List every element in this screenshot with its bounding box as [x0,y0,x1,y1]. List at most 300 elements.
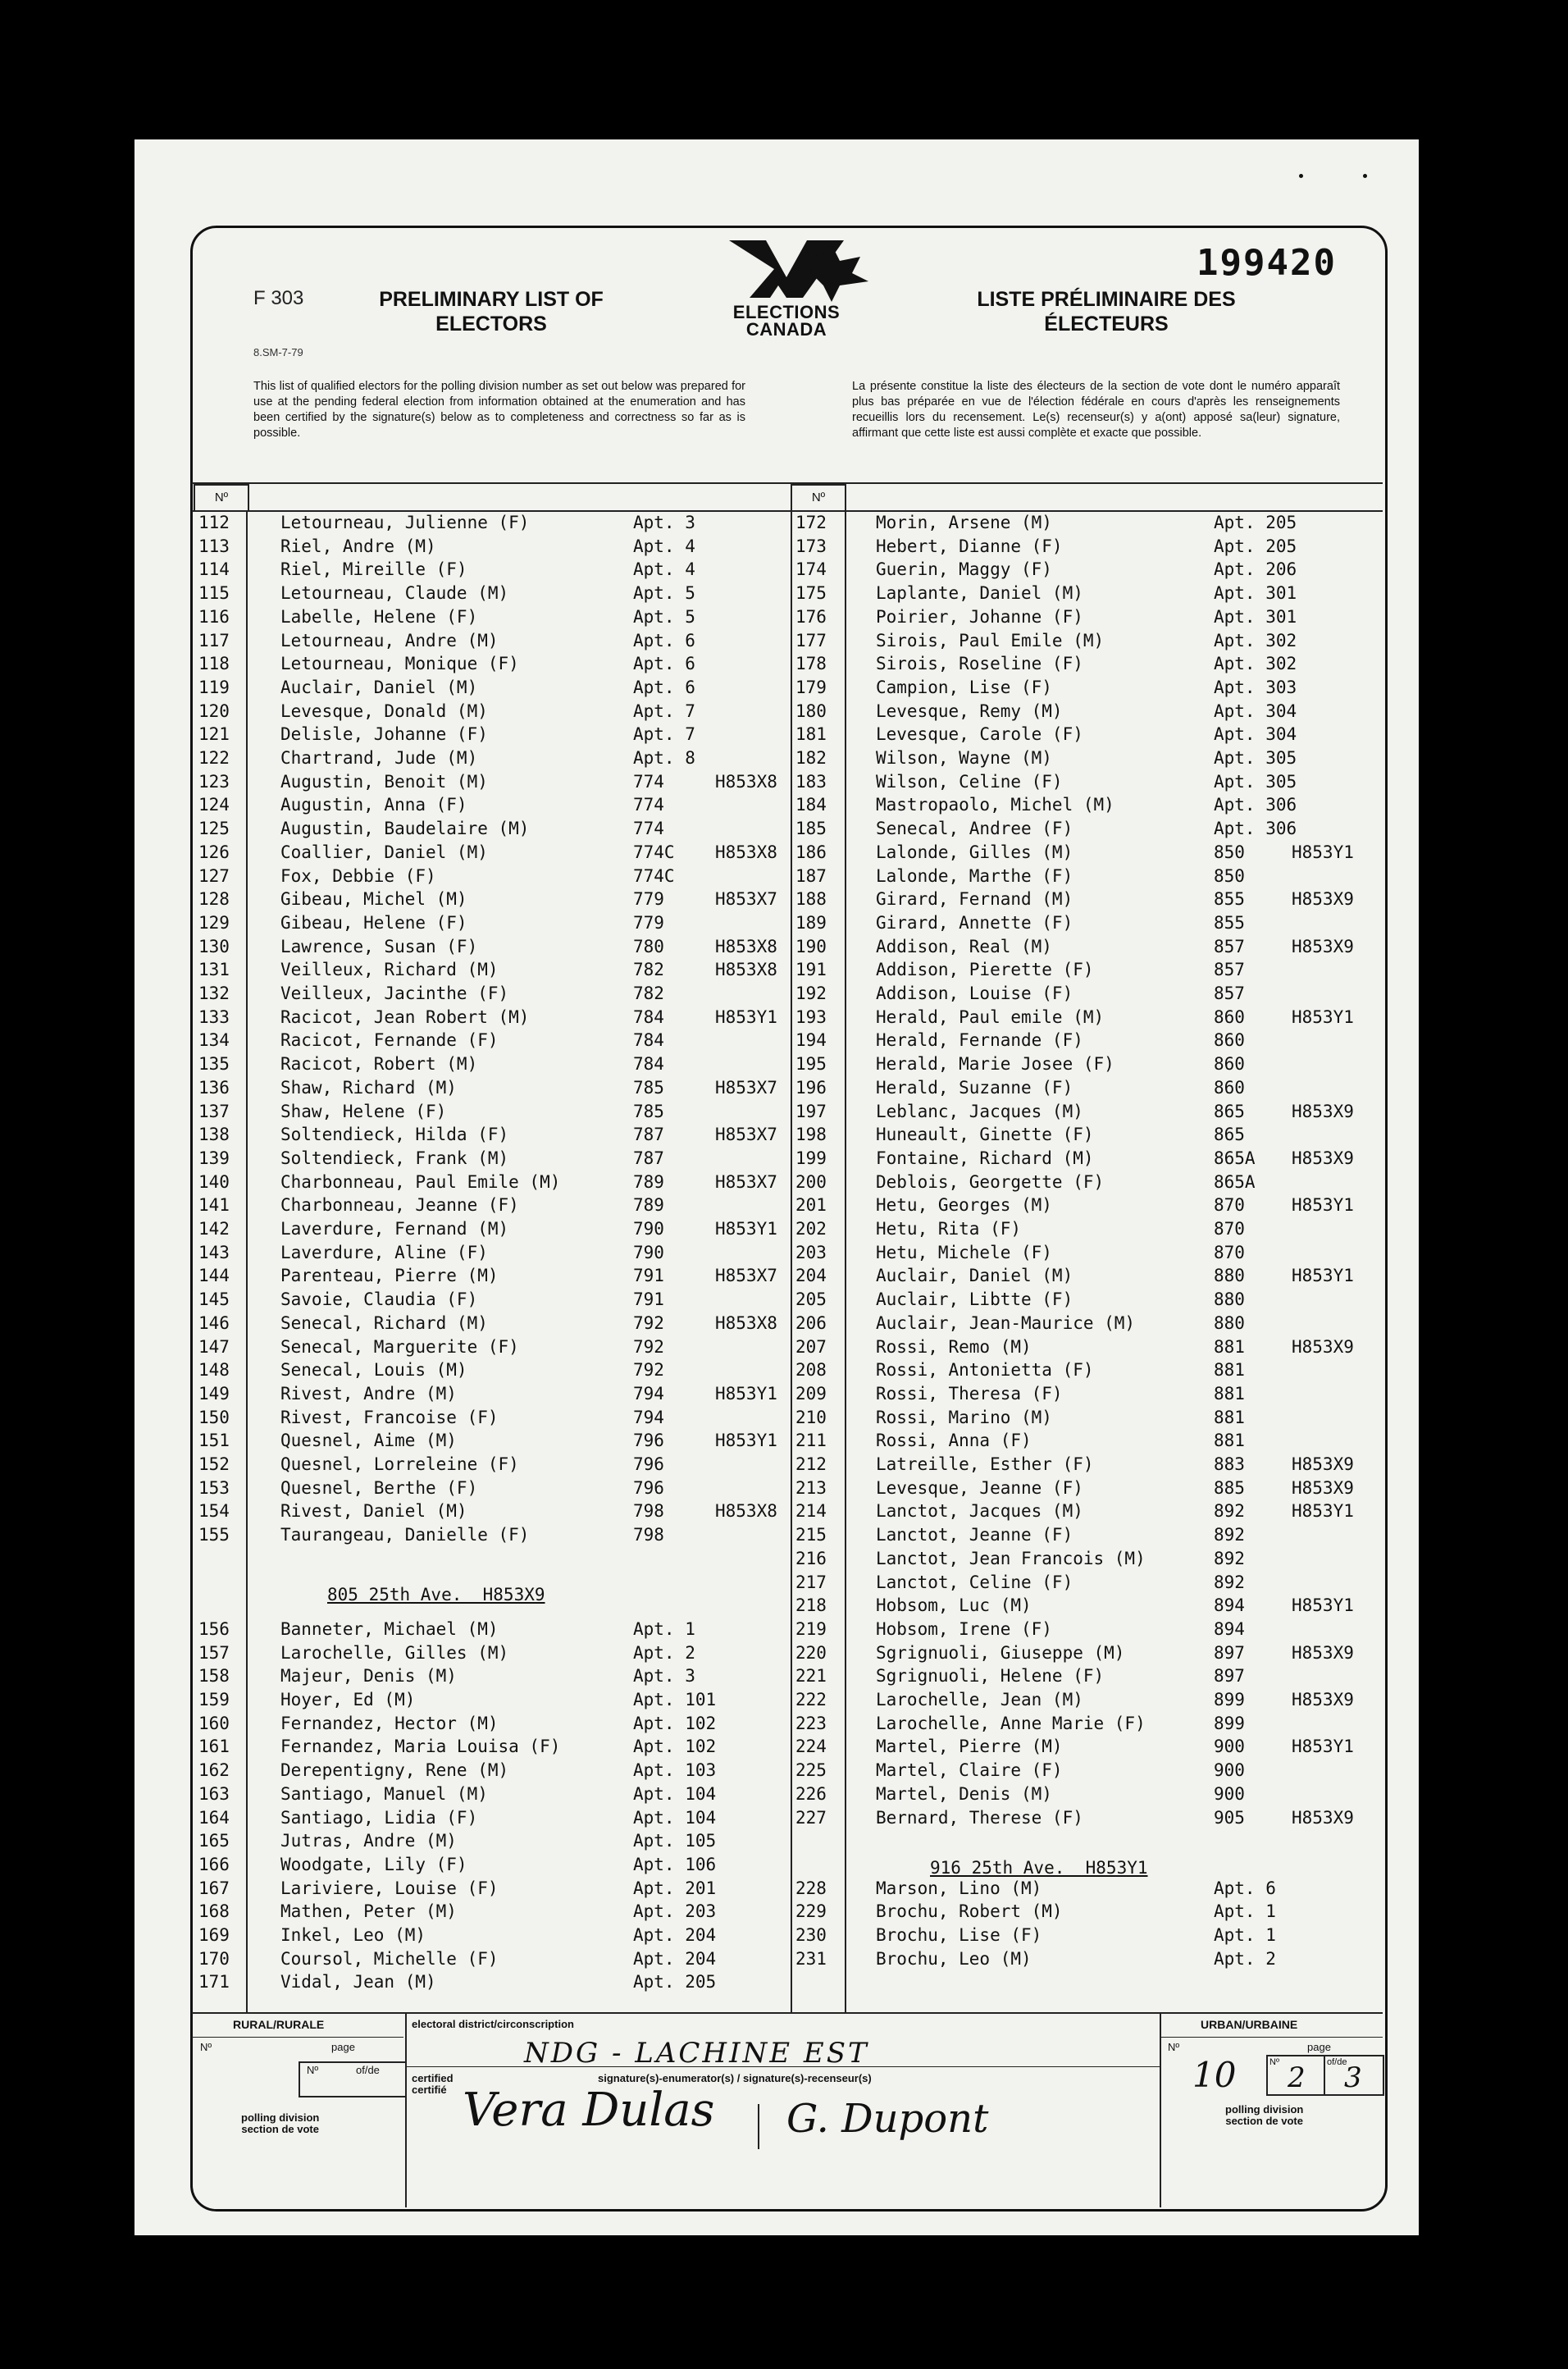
elector-address: 855 [1214,889,1245,910]
elector-name: Sirois, Roseline (F) [876,654,1083,674]
elector-address: 865A [1214,1171,1256,1192]
elector-number: 169 [198,1925,230,1945]
elector-postal-code: H853X7 [715,1171,777,1192]
elector-number: 145 [198,1289,230,1310]
elector-address: 789 [633,1171,664,1192]
elector-number: 212 [795,1454,827,1474]
elector-address: 779 [633,912,664,933]
elector-number: 217 [795,1572,827,1592]
elector-name: Senecal, Andree (F) [876,819,1073,839]
elector-name: Hetu, Michele (F) [876,1242,1052,1262]
elector-postal-code: H853Y1 [1292,1266,1354,1286]
elector-address: Apt. 302 [1214,630,1297,650]
elector-number: 190 [795,936,827,956]
elector-number: 150 [198,1407,230,1427]
elector-number: 139 [198,1148,230,1168]
elector-address: 784 [633,1054,664,1075]
left-no-divider [246,510,248,2012]
elector-number: 227 [795,1807,827,1828]
left-no-header: Nº [194,484,249,512]
elector-name: Racicot, Fernande (F) [280,1030,499,1051]
elector-name: Larochelle, Anne Marie (F) [876,1713,1146,1733]
elector-name: Hebert, Dianne (F) [876,536,1063,556]
elector-number: 121 [198,724,230,745]
elector-number: 187 [795,865,827,886]
elector-postal-code: H853X9 [1292,1642,1354,1663]
elector-number: 146 [198,1312,230,1333]
elector-number: 182 [795,748,827,768]
elector-address: Apt. 204 [633,1948,717,1969]
elector-name: Addison, Pierette (F) [876,960,1094,980]
elector-name: Auclair, Daniel (M) [280,677,478,697]
elector-address: Apt. 301 [1214,583,1297,604]
elector-address: 774 [633,819,664,839]
elector-name: Riel, Mireille (F) [280,559,467,580]
elector-name: Rivest, Daniel (M) [280,1501,467,1522]
speck [1299,174,1303,178]
elector-number: 192 [795,984,827,1003]
elector-number: 131 [198,960,230,980]
elector-number: 199 [795,1148,827,1168]
elector-name: Augustin, Anna (F) [280,795,467,815]
elector-name: Herald, Marie Josee (F) [876,1054,1114,1075]
elector-number: 165 [198,1831,230,1851]
elector-address: 785 [633,1077,664,1098]
elector-name: Morin, Arsene (M) [876,513,1052,532]
elector-name: Hetu, Georges (M) [876,1195,1052,1216]
elector-name: Larochelle, Jean (M) [876,1690,1083,1709]
elector-number: 143 [198,1242,230,1262]
elector-number: 201 [795,1195,827,1216]
elector-name: Inkel, Leo (M) [280,1925,426,1945]
elector-address: 892 [1214,1572,1245,1592]
elector-name: Charbonneau, Jeanne (F) [280,1195,519,1216]
elector-number: 116 [198,606,230,627]
elector-name: Augustin, Baudelaire (M) [280,819,530,839]
elector-number: 200 [795,1171,827,1192]
elector-name: Brochu, Lise (F) [876,1925,1042,1945]
elector-number: 222 [795,1690,827,1709]
signature-separator [758,2104,759,2149]
rural-page-no-label: Nº [307,2064,319,2076]
elector-number: 149 [198,1383,230,1404]
elector-name: Sgrignuoli, Giuseppe (M) [876,1642,1125,1663]
elector-number: 205 [795,1289,827,1310]
elector-number: 179 [795,677,827,697]
elector-address: Apt. 304 [1214,724,1297,745]
title-fr-line1: LISTE PRÉLIMINAIRE DES [977,288,1236,311]
elector-address: 787 [633,1125,664,1145]
elector-number: 119 [198,677,230,697]
elector-postal-code: H853Y1 [715,1219,777,1239]
elector-address: Apt. 305 [1214,771,1297,792]
column-divider [791,482,792,2012]
elector-number: 176 [795,606,827,627]
elector-name: Rossi, Remo (M) [876,1336,1032,1357]
elector-name: Wilson, Wayne (M) [876,748,1052,768]
elector-address: Apt. 305 [1214,748,1297,768]
elector-postal-code: H853X9 [1292,1101,1354,1121]
serial-number: 199420 [1197,242,1337,284]
elector-address: 794 [633,1383,664,1404]
elector-address: 880 [1214,1312,1245,1333]
elector-postal-code: H853X8 [715,842,777,862]
elector-number: 136 [198,1077,230,1098]
elector-address: 860 [1214,1077,1245,1098]
elector-name: Martel, Denis (M) [876,1783,1052,1804]
elector-name: Augustin, Benoit (M) [280,771,488,792]
page-total: 3 [1344,2061,1362,2094]
district-label: electoral district/circonscription [412,2018,574,2030]
elector-address: Apt. 2 [1214,1948,1276,1969]
elector-name: Racicot, Robert (M) [280,1054,478,1075]
urban-page-no-label: Nº [1269,2057,1279,2067]
elector-name: Chartrand, Jude (M) [280,748,478,768]
elector-address: Apt. 5 [633,583,695,604]
title-en-line1: PRELIMINARY LIST OF [379,288,604,311]
elector-name: Senecal, Louis (M) [280,1360,467,1381]
elector-name: Addison, Louise (F) [876,984,1073,1003]
elector-number: 210 [795,1407,827,1427]
elector-name: Levesque, Remy (M) [876,701,1063,721]
footer-section [192,2012,1383,2207]
elector-number: 148 [198,1360,230,1381]
elector-address: 789 [633,1195,664,1216]
elector-number: 193 [795,1006,827,1027]
elector-address: 894 [1214,1618,1245,1639]
elector-name: Fontaine, Richard (M) [876,1148,1094,1168]
form-number: F 303 [253,287,304,309]
elector-address: 900 [1214,1783,1245,1804]
elector-number: 172 [795,513,827,532]
elector-number: 113 [198,536,230,556]
right-no-header: Nº [791,484,846,512]
elector-address: Apt. 8 [633,748,695,768]
elector-address: 796 [633,1477,664,1498]
document-page [134,139,1419,2235]
elector-address: Apt. 103 [633,1760,717,1781]
elector-address: 881 [1214,1431,1245,1451]
title-english [356,287,627,336]
elector-address: 784 [633,1030,664,1051]
elector-postal-code: H853X9 [1292,1148,1354,1168]
elector-address: 883 [1214,1454,1245,1474]
elections-canada-logo [709,236,922,351]
elector-number: 195 [795,1054,827,1075]
elector-name: Latreille, Esther (F) [876,1454,1094,1474]
elector-number: 175 [795,583,827,604]
elector-address: Apt. 6 [633,630,695,650]
elector-number: 126 [198,842,230,862]
elector-number: 213 [795,1477,827,1498]
elector-number: 204 [795,1266,827,1286]
logo-text [709,304,864,338]
elector-name: Gibeau, Helene (F) [280,912,467,933]
elector-number: 133 [198,1006,230,1027]
elector-name: Lariviere, Louise (F) [280,1878,499,1898]
elector-name: Brochu, Robert (M) [876,1901,1063,1922]
urban-polling-label: polling division section de vote [1225,2103,1304,2127]
elector-number: 161 [198,1737,230,1757]
elector-address: 899 [1214,1713,1245,1733]
elector-name: Mathen, Peter (M) [280,1901,457,1922]
elector-number: 130 [198,936,230,956]
elector-number: 158 [198,1666,230,1687]
elector-name: Martel, Pierre (M) [876,1737,1063,1757]
elector-number: 132 [198,984,230,1003]
elector-address: 782 [633,984,664,1003]
elector-address: 791 [633,1266,664,1286]
elector-number: 197 [795,1101,827,1121]
elector-postal-code: H853X9 [1292,889,1354,910]
elector-address: Apt. 306 [1214,819,1297,839]
elector-address: Apt. 203 [633,1901,717,1922]
elector-name: Veilleux, Jacinthe (F) [280,984,509,1003]
elector-name: Labelle, Helene (F) [280,606,478,627]
elector-number: 138 [198,1125,230,1145]
elector-name: Gibeau, Michel (M) [280,889,467,910]
elector-name: Marson, Lino (M) [876,1878,1042,1898]
elector-address: 881 [1214,1383,1245,1404]
elector-address: 900 [1214,1760,1245,1781]
elector-name: Lanctot, Jeanne (F) [876,1525,1073,1545]
elector-address: 897 [1214,1666,1245,1687]
elector-number: 164 [198,1807,230,1828]
district-underline [407,2066,1160,2068]
elector-address: 880 [1214,1266,1245,1286]
elector-name: Veilleux, Richard (M) [280,960,499,980]
elector-name: Santiago, Lidia (F) [280,1807,478,1828]
elector-number: 186 [795,842,827,862]
elector-number: 194 [795,1030,827,1051]
elector-address: 892 [1214,1548,1245,1568]
elector-name: Fernandez, Hector (M) [280,1713,499,1733]
elector-number: 196 [795,1077,827,1098]
elector-name: Charbonneau, Paul Emile (M) [280,1171,561,1192]
elector-name: Lanctot, Jean Francois (M) [876,1548,1146,1568]
elector-address: 796 [633,1454,664,1474]
elector-name: Guerin, Maggy (F) [876,559,1052,580]
urban-hline [1161,2037,1383,2038]
form-date: 8.SM-7-79 [253,346,303,358]
elector-name: Jutras, Andre (M) [280,1831,457,1851]
elector-name: Auclair, Jean-Maurice (M) [876,1312,1136,1333]
elector-number: 170 [198,1948,230,1969]
elector-address: 792 [633,1312,664,1333]
elector-number: 189 [795,912,827,933]
elector-number: 151 [198,1431,230,1451]
elector-address: Apt. 303 [1214,677,1297,697]
rural-no-label: Nº [200,2041,212,2053]
elector-name: Santiago, Manuel (M) [280,1783,488,1804]
elector-address: 780 [633,936,664,956]
elector-name: Fox, Debbie (F) [280,865,436,886]
elector-name: Quesnel, Aime (M) [280,1431,457,1451]
elector-name: Taurangeau, Danielle (F) [280,1525,530,1545]
urban-of-label: of/de [1327,2057,1347,2067]
elector-address: Apt. 5 [633,606,695,627]
elector-address: Apt. 6 [633,677,695,697]
elector-name: Levesque, Donald (M) [280,701,488,721]
elector-address: Apt. 4 [633,559,695,580]
rural-of-label: of/de [356,2064,380,2076]
urban-page-label: page [1307,2041,1331,2053]
elector-name: Lanctot, Celine (F) [876,1572,1073,1592]
elector-postal-code: H853X9 [1292,1454,1354,1474]
elector-name: Herald, Paul emile (M) [876,1006,1105,1027]
elector-postal-code: H853Y1 [715,1006,777,1027]
signature-two: G. Dupont [786,2096,989,2142]
signature-label: signature(s)-enumerator(s) / signature(s)-recenseur(s) [598,2072,872,2084]
elector-address: 857 [1214,936,1245,956]
elector-address: 774C [633,842,675,862]
elector-number: 171 [198,1972,230,1992]
elector-postal-code: H853Y1 [715,1383,777,1404]
intro-french: La présente constitue la liste des électeurs de la section de vote dont le numéro apparaît plus bas préparée en vue de l'élection fédérale en cours d'après les renseignements recueillis lors du recensement. Le(s) recenseur(s) y a(ont) apposé sa(leur) signature, affirmant que cette liste est aussi complète et exacte que possible. [852,380,1340,440]
elector-address: Apt. 3 [633,513,695,532]
elector-postal-code: H853X9 [1292,1336,1354,1357]
elector-address: 880 [1214,1289,1245,1310]
elector-postal-code: H853Y1 [1292,1737,1354,1757]
elector-postal-code: H853X7 [715,1125,777,1145]
urban-no-label: Nº [1168,2041,1180,2053]
elector-number: 167 [198,1878,230,1898]
elector-number: 155 [198,1525,230,1545]
logo-line1: ELECTIONS [732,302,841,322]
elector-number: 198 [795,1125,827,1145]
elector-number: 135 [198,1054,230,1075]
logo-x-leaf-icon [709,236,922,310]
elector-postal-code: H853Y1 [1292,1006,1354,1027]
elector-address: 784 [633,1006,664,1027]
elector-number: 216 [795,1548,827,1568]
left-street-heading: 805 25th Ave. H853X9 [327,1585,545,1604]
elector-address: 790 [633,1219,664,1239]
elector-name: Martel, Claire (F) [876,1760,1063,1781]
title-french [922,287,1291,336]
elector-number: 203 [795,1242,827,1262]
elector-postal-code: H853X9 [1292,936,1354,956]
elector-address: Apt. 205 [1214,513,1297,532]
elector-name: Vidal, Jean (M) [280,1972,436,1992]
elector-number: 157 [198,1642,230,1663]
elector-number: 181 [795,724,827,745]
elector-name: Savoie, Claudia (F) [280,1289,478,1310]
elector-number: 118 [198,654,230,674]
elector-address: Apt. 205 [1214,536,1297,556]
elector-address: 865 [1214,1101,1245,1121]
elector-address: 860 [1214,1030,1245,1051]
elector-number: 122 [198,748,230,768]
elector-address: Apt. 302 [1214,654,1297,674]
elector-name: Levesque, Carole (F) [876,724,1083,745]
elector-address: 897 [1214,1642,1245,1663]
elector-address: 774 [633,771,664,792]
urban-page-divider [1324,2055,1325,2094]
elector-name: Lanctot, Jacques (M) [876,1501,1083,1522]
elector-address: 870 [1214,1219,1245,1239]
elector-name: Coursol, Michelle (F) [280,1948,499,1969]
elector-address: 900 [1214,1737,1245,1757]
elector-number: 168 [198,1901,230,1922]
elector-name: Auclair, Daniel (M) [876,1266,1073,1286]
elector-number: 154 [198,1501,230,1522]
elector-number: 163 [198,1783,230,1804]
elector-name: Soltendieck, Frank (M) [280,1148,509,1168]
elector-address: 892 [1214,1525,1245,1545]
elector-address: 892 [1214,1501,1245,1522]
elector-number: 229 [795,1901,827,1922]
elector-name: Fernandez, Maria Louisa (F) [280,1737,561,1757]
elector-address: 796 [633,1431,664,1451]
elector-name: Herald, Fernande (F) [876,1030,1083,1051]
elector-address: Apt. 104 [633,1807,717,1828]
signature-one: Vera Dulas [463,2084,715,2137]
elector-name: Larochelle, Gilles (M) [280,1642,509,1663]
elector-number: 147 [198,1336,230,1357]
footer-divider-right [1160,2014,1161,2207]
elector-name: Lalonde, Gilles (M) [876,842,1073,862]
elector-name: Soltendieck, Hilda (F) [280,1125,509,1145]
elector-address: Apt. 301 [1214,606,1297,627]
elector-address: Apt. 7 [633,724,695,745]
elector-name: Girard, Fernand (M) [876,889,1073,910]
elector-name: Herald, Suzanne (F) [876,1077,1073,1098]
elector-name: Wilson, Celine (F) [876,771,1063,792]
elector-name: Rivest, Andre (M) [280,1383,457,1404]
elector-name: Laverdure, Aline (F) [280,1242,488,1262]
elector-address: Apt. 2 [633,1642,695,1663]
elector-address: 857 [1214,984,1245,1003]
elector-number: 219 [795,1618,827,1639]
elector-name: Quesnel, Lorreleine (F) [280,1454,519,1474]
elector-address: 885 [1214,1477,1245,1498]
elector-number: 137 [198,1101,230,1121]
elector-address: 894 [1214,1595,1245,1616]
elector-number: 174 [795,559,827,580]
elector-name: Letourneau, Claude (M) [280,583,509,604]
elector-name: Rivest, Francoise (F) [280,1407,499,1427]
urban-label: URBAN/URBAINE [1201,2018,1298,2031]
elector-postal-code: H853X8 [715,936,777,956]
elector-number: 140 [198,1171,230,1192]
elector-postal-code: H853X8 [715,771,777,792]
elector-address: 787 [633,1148,664,1168]
elector-postal-code: H853X8 [715,1312,777,1333]
elector-postal-code: H853Y1 [1292,1195,1354,1216]
elector-name: Hetu, Rita (F) [876,1219,1022,1239]
elector-address: 850 [1214,842,1245,862]
urban-page-box [1266,2055,1384,2096]
elector-address: Apt. 7 [633,701,695,721]
elector-number: 160 [198,1713,230,1733]
elector-name: Poirier, Johanne (F) [876,606,1083,627]
speck [1363,174,1367,178]
elector-address: Apt. 3 [633,1666,695,1687]
elector-address: 881 [1214,1336,1245,1357]
elector-number: 144 [198,1266,230,1286]
elector-number: 220 [795,1642,827,1663]
elector-postal-code: H853Y1 [715,1431,777,1451]
elector-postal-code: H853X7 [715,889,777,910]
elector-address: Apt. 1 [1214,1901,1276,1922]
elector-name: Derepentigny, Rene (M) [280,1760,509,1781]
elector-address: 865A [1214,1148,1256,1168]
elector-address: 870 [1214,1242,1245,1262]
elector-number: 211 [795,1431,827,1451]
elector-number: 228 [795,1878,827,1898]
elector-name: Coallier, Daniel (M) [280,842,488,862]
